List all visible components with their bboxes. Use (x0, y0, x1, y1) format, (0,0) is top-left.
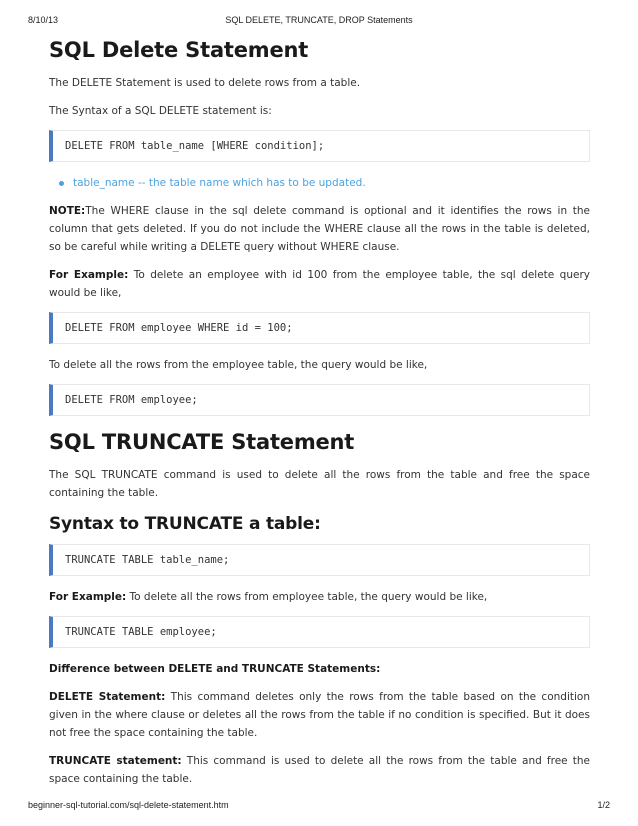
print-title: SQL DELETE, TRUNCATE, DROP Statements (225, 15, 413, 25)
truncate-statement-text: This command is used to delete all the rows from the table and free the space containing the table. (49, 755, 590, 785)
truncate-syntax-code: TRUNCATE TABLE table_name; (49, 544, 590, 576)
truncate-statement-label: TRUNCATE statement: (49, 755, 182, 767)
print-url: beginner-sql-tutorial.com/sql-delete-statement.htm (28, 800, 229, 810)
delete-syntax-code: DELETE FROM table_name [WHERE condition]; (49, 130, 590, 162)
delete-all-rows-text: To delete all the rows from the employee table, the query would be like, (49, 359, 428, 371)
example-text: To delete an employee with id 100 from the employee table, the sql delete query would be like, (49, 269, 590, 299)
delete-syntax-intro: The Syntax of a SQL DELETE statement is: (49, 105, 272, 117)
example-label: For Example: (49, 269, 129, 281)
print-header (28, 15, 610, 29)
difference-truncate (49, 752, 590, 788)
example-text: To delete all the rows from employee table, the query would be like, (126, 591, 488, 603)
print-date: 8/10/13 (28, 15, 59, 25)
list-item-text: table_name -- the table name which has to be updated. (73, 177, 366, 189)
example-label: For Example: (49, 591, 127, 603)
heading-truncate: SQL TRUNCATE Statement (49, 430, 355, 454)
list-item (49, 174, 590, 192)
heading-delete: SQL Delete Statement (49, 38, 309, 62)
bullet-dot-icon (59, 181, 64, 186)
note-label: NOTE: (49, 205, 86, 217)
delete-note (49, 202, 590, 256)
print-footer (28, 800, 610, 812)
truncate-intro: The SQL TRUNCATE command is used to delete all the rows from the table and free the space containing the table. (49, 469, 590, 499)
note-text: The WHERE clause in the sql delete command is optional and it identifies the rows in the column that gets deleted. If you do not include the WHERE clause all the rows in the table is deleted, so be careful while writing a DELETE query without WHERE clause. (49, 205, 590, 253)
delete-statement-text: This command deletes only the rows from the table based on the condition given in the where clause or deletes all the rows from the table if no condition is specified. But it does not free the space containing the table. (49, 691, 590, 739)
delete-intro: The DELETE Statement is used to delete rows from a table. (49, 77, 361, 89)
delete-example (49, 266, 590, 302)
truncate-example (49, 588, 590, 606)
difference-heading: Difference between DELETE and TRUNCATE Statements: (49, 663, 381, 675)
article-content (49, 36, 590, 792)
truncate-example-code: TRUNCATE TABLE employee; (49, 616, 590, 648)
difference-delete (49, 688, 590, 742)
delete-statement-label: DELETE Statement: (49, 691, 166, 703)
delete-params-list (49, 174, 590, 192)
print-page-number: 1/2 (597, 800, 610, 810)
delete-all-rows-code: DELETE FROM employee; (49, 384, 590, 416)
heading-truncate-syntax: Syntax to TRUNCATE a table: (49, 514, 321, 534)
delete-example-code: DELETE FROM employee WHERE id = 100; (49, 312, 590, 344)
